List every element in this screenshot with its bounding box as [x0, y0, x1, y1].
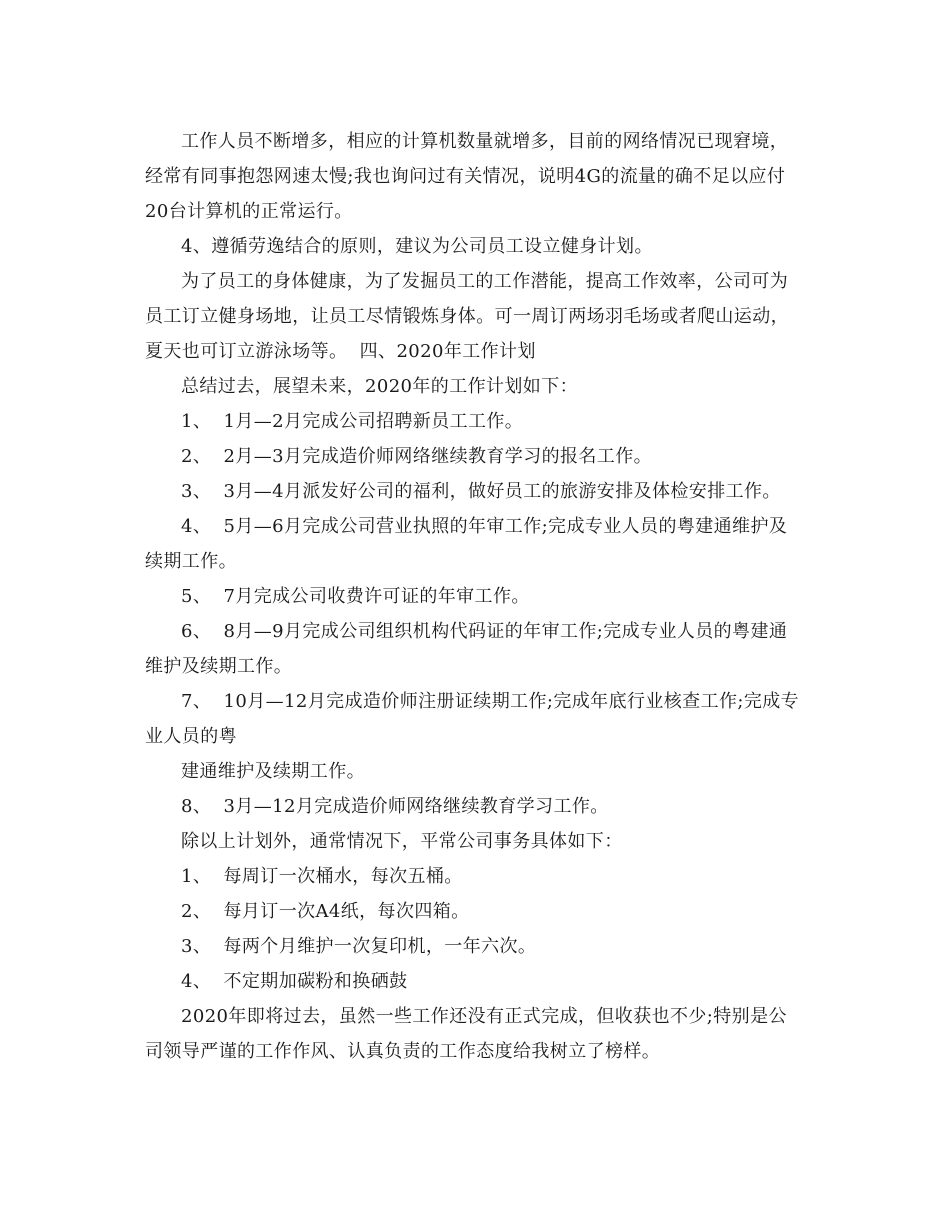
paragraph-line: 4、遵循劳逸结合的原则，建议为公司员工设立健身计划。 — [181, 236, 653, 257]
list-item-continuation: 建通维护及续期工作。 — [181, 761, 365, 782]
list-item: 4、 不定期加碳粉和换硒鼓 — [181, 971, 408, 992]
paragraph-line: 工作人员不断增多，相应的计算机数量就增多，目前的网络情况已现窘境， — [181, 131, 789, 152]
list-item: 3、 每两个月维护一次复印机，一年六次。 — [181, 936, 537, 957]
list-item: 4、 5月—6月完成公司营业执照的年审工作;完成专业人员的粤建通维护及 — [181, 516, 788, 537]
list-item-continuation: 续期工作。 — [145, 551, 237, 572]
list-item: 6、 8月—9月完成公司组织机构代码证的年审工作;完成专业人员的粤建通 — [181, 621, 788, 642]
list-item: 1、 每周订一次桶水，每次五桶。 — [181, 866, 463, 887]
list-item: 2、 每月订一次A4纸，每次四箱。 — [181, 901, 470, 922]
list-item: 2、 2月—3月完成造价师网络继续教育学习的报名工作。 — [181, 446, 652, 467]
paragraph-line: 为了员工的身体健康，为了发掘员工的工作潜能，提高工作效率，公司可为 — [181, 271, 789, 292]
document-page — [145, 124, 805, 1069]
paragraph-line: 20台计算机的正常运行。 — [145, 201, 353, 222]
list-item: 8、 3月—12月完成造价师网络继续教育学习工作。 — [181, 796, 609, 817]
paragraph-line: 经常有同事抱怨网速太慢;我也询问过有关情况，说明4G的流量的确不足以应付 — [145, 166, 786, 187]
paragraph-line: 2020年即将过去，虽然一些工作还没有正式完成，但收获也不少;特别是公 — [181, 1006, 787, 1027]
list-item: 3、 3月—4月派发好公司的福利，做好员工的旅游安排及体检安排工作。 — [181, 481, 781, 502]
paragraph-line: 除以上计划外，通常情况下，平常公司事务具体如下： — [181, 831, 623, 852]
paragraph-line: 总结过去，展望未来，2020年的工作计划如下： — [181, 376, 579, 397]
paragraph-line: 员工订立健身场地，让员工尽情锻炼身体。可一周订两场羽毛场或者爬山运动， — [145, 306, 789, 327]
paragraph-line: 夏天也可订立游泳场等。 四、2020年工作计划 — [145, 341, 536, 362]
list-item: 7、 10月—12月完成造价师注册证续期工作;完成年底行业核查工作;完成专 — [181, 691, 800, 712]
paragraph-line: 司领导严谨的工作作风、认真负责的工作态度给我树立了榜样。 — [145, 1041, 661, 1062]
list-item-continuation: 维护及续期工作。 — [145, 656, 293, 677]
list-item: 1、 1月—2月完成公司招聘新员工工作。 — [181, 411, 524, 432]
list-item: 5、 7月完成公司收费许可证的年审工作。 — [181, 586, 530, 607]
list-item-continuation: 业人员的粤 — [145, 726, 237, 747]
